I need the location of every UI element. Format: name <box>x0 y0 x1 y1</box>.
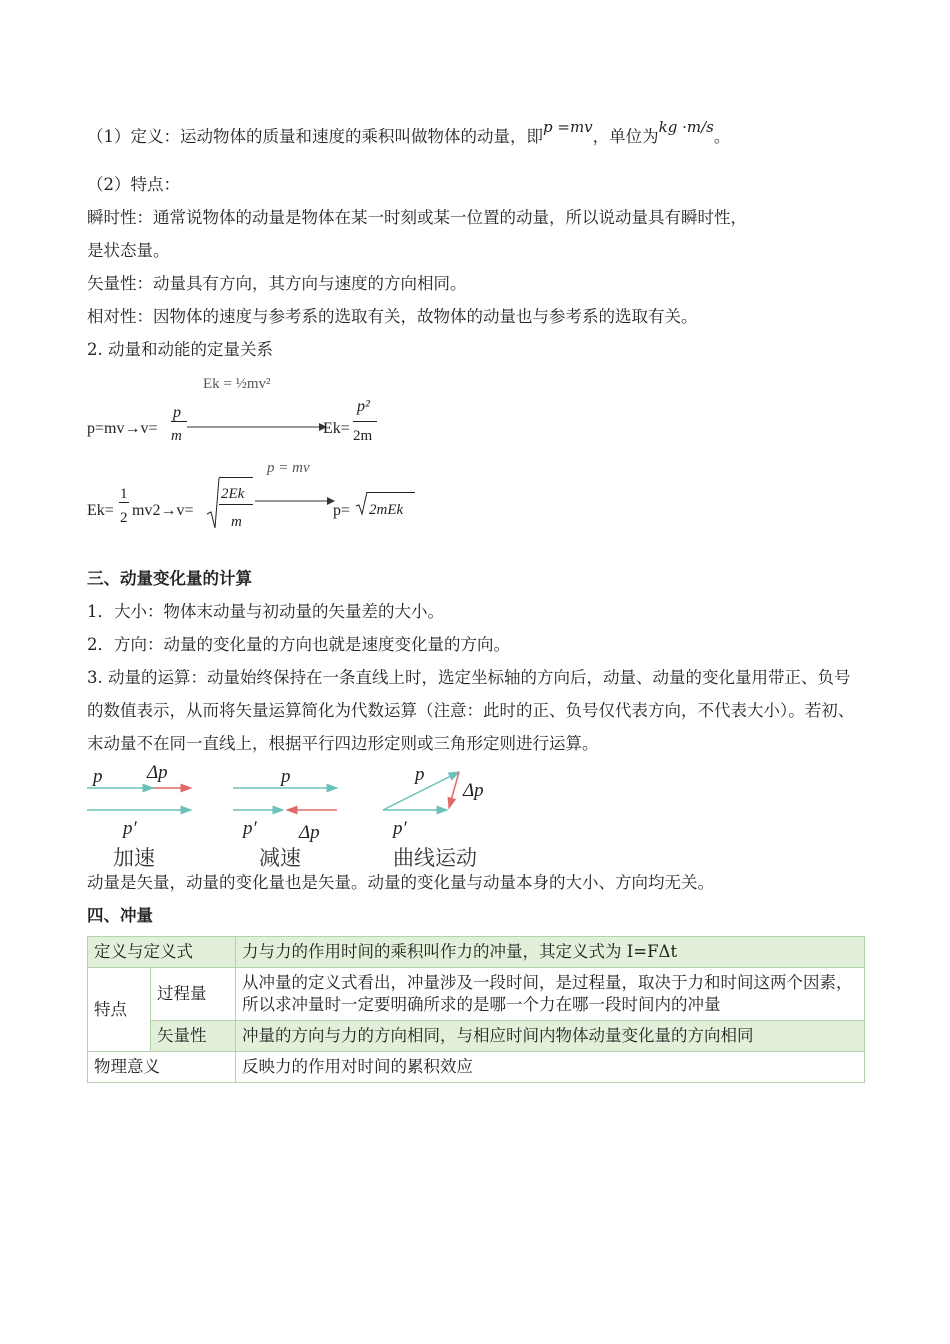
section3-item3: 3. 动量的运算：动量始终保持在一条直线上时，选定坐标轴的方向后，动量、动量的变化量用带正、负号的数值表示，从而将矢量运算简化为代数运算（注意：此时的正、负号仅代表方向，不代表大小）。若初、末动量不在同一直线上，根据平行四边形定则或三角形定则进行运算。 <box>87 668 855 753</box>
formula-ek-to-momentum: Ek= 1 2 mv2→v= 2Ek m p = mv p= 2mEk <box>87 450 865 540</box>
right-arrow-icon <box>187 422 327 432</box>
table-row: 定义与定义式 力与力的作用时间的乘积叫作力的冲量，其定义式为 I=FΔt <box>88 937 865 968</box>
impulse-table <box>87 936 865 1083</box>
document-body <box>87 120 865 1083</box>
table-row: 特点 过程量 从冲量的定义式看出，冲量涉及一段时间，是过程量，取决于力和时间这两个因素，所以求冲量时一定要明确所求的是哪一个力在哪一段时间内的冲量 <box>88 968 865 1021</box>
label-decelerate: 减速 <box>259 846 301 870</box>
momentum-formula: p =mv <box>543 118 593 136</box>
section3-item2: 2．方向：动量的变化量的方向也就是速度变化量的方向。 <box>87 635 510 654</box>
section4-title: 四、冲量 <box>87 906 153 925</box>
section3-title: 三、动量变化量的计算 <box>87 569 252 588</box>
momentum-change-figures: p Δp p′ p p′ Δp p Δp p′ 加速 减速 曲线运动 <box>87 764 865 882</box>
section3-note: 动量是矢量，动量的变化量也是矢量。动量的变化量与动量本身的大小、方向均无关。 <box>87 873 714 892</box>
right-arrow-icon <box>255 496 335 506</box>
label-accelerate: 加速 <box>113 846 155 870</box>
table-row: 物理意义 反映力的作用对时间的累积效应 <box>88 1052 865 1083</box>
sqrt-sign-icon <box>355 490 369 516</box>
formula-momentum-to-ek: p=mv→v= p m Ek = ½mv² Ek= p² 2m <box>87 366 865 450</box>
momentum-unit: kg ·m/s <box>658 118 714 136</box>
instant-property-cont: 是状态量。 <box>87 241 170 260</box>
section3-item1: 1．大小：物体末动量与初动量的矢量差的大小。 <box>87 602 444 621</box>
label-curve: 曲线运动 <box>393 846 477 870</box>
relative-property: 相对性：因物体的速度与参考系的选取有关，故物体的动量也与参考系的选取有关。 <box>87 307 698 326</box>
table-row: 矢量性 冲量的方向与力的方向相同，与相应时间内物体动量变化量的方向相同 <box>88 1021 865 1052</box>
features-title: （2）特点： <box>87 175 180 194</box>
relation-title: 2. 动量和动能的定量关系 <box>87 340 273 359</box>
instant-property: 瞬时性：通常说物体的动量是物体在某一时刻或某一位置的动量，所以说动量具有瞬时性， <box>87 208 747 227</box>
momentum-definition: （1）定义：运动物体的质量和速度的乘积叫做物体的动量，即p =mv，单位为kg ·m/s。 <box>87 118 731 146</box>
vector-property: 矢量性：动量具有方向，其方向与速度的方向相同。 <box>87 274 467 293</box>
